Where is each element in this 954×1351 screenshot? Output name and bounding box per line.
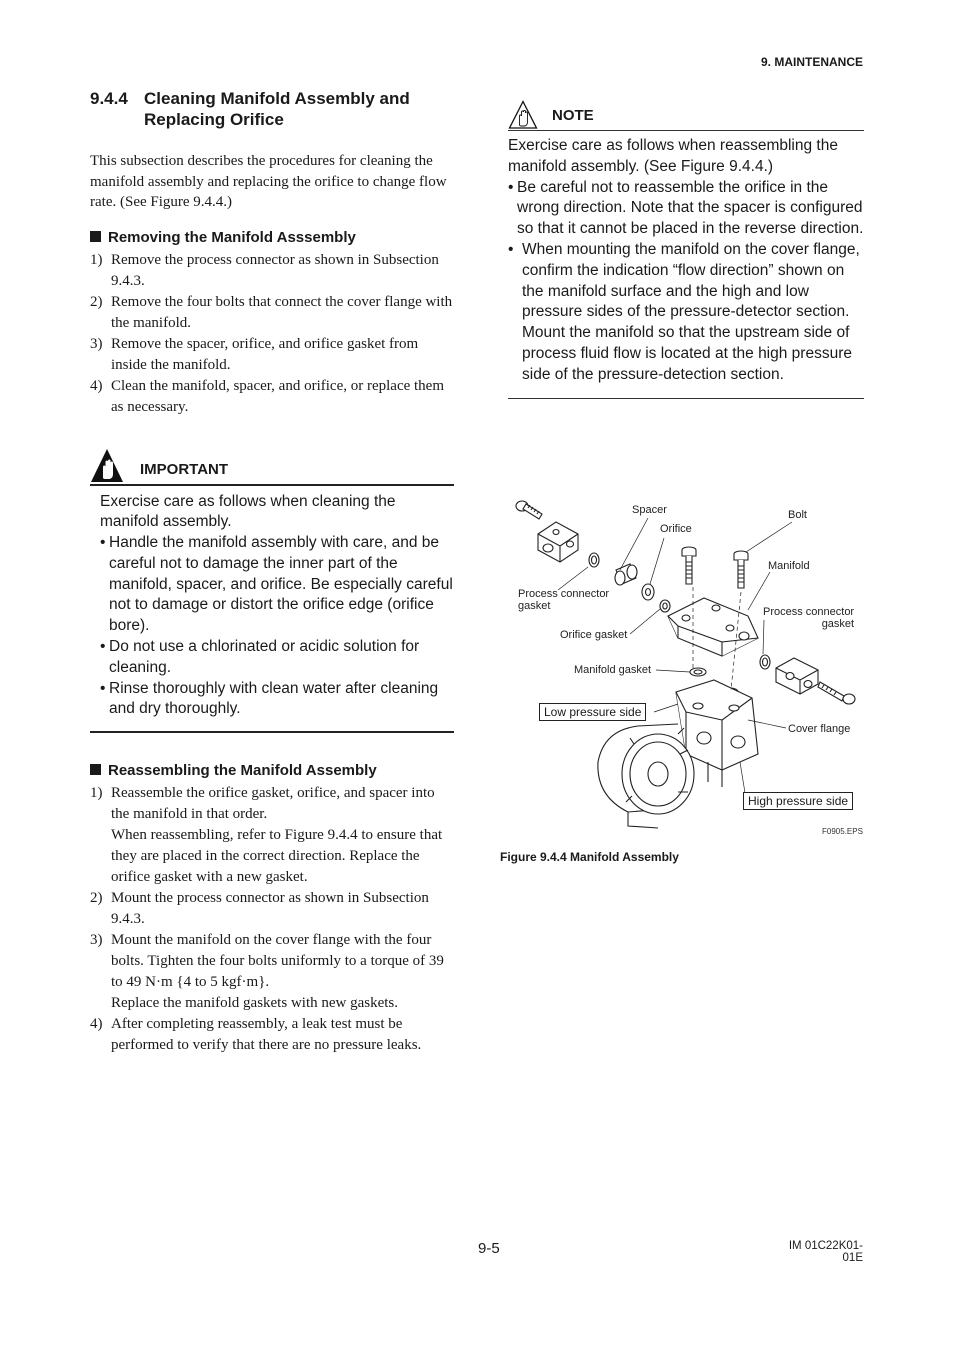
label-low-pressure-side: Low pressure side <box>539 703 646 721</box>
list-item <box>100 533 454 637</box>
upper-bolts-part <box>682 547 748 588</box>
important-box <box>90 440 454 734</box>
running-header: 9. MAINTENANCE <box>760 55 863 69</box>
step-number: 2) <box>90 293 103 310</box>
label-line: Process connector <box>763 606 855 618</box>
step-extra: When reassembling, refer to Figure 9.4.4 to ensure that they are placed in the correct direction. Replace the orifice gasket with a new gasket. <box>111 827 443 886</box>
square-bullet-icon <box>90 231 101 242</box>
removing-heading-text: Removing the Manifold Asssembly <box>108 228 356 246</box>
list-item <box>90 334 454 376</box>
bullet-icon: • <box>100 679 106 697</box>
step-text: Reassemble the orifice gasket, orifice, and spacer into the manifold in that order. <box>111 785 435 823</box>
caution-hand-icon <box>508 100 538 130</box>
step-text: Remove the four bolts that connect the cover flange with the manifold. <box>111 293 453 331</box>
step-extra: Replace the manifold gaskets with new gaskets. <box>111 995 399 1012</box>
bullet-text: Do not use a chlorinated or acidic solution for cleaning. <box>109 638 420 676</box>
important-bottom-rule <box>90 731 454 733</box>
square-bullet-icon <box>90 764 101 775</box>
label-process-connector-gasket-right <box>763 606 854 630</box>
list-item <box>90 1014 454 1056</box>
intro-paragraph: This subsection describes the procedures for cleaning the manifold assembly and replacing the orifice to change flow rate. (See Figure 9.4.4.) <box>90 153 447 210</box>
left-column <box>90 88 454 1056</box>
note-box <box>508 96 864 399</box>
removing-heading <box>90 228 454 247</box>
step-text: Remove the spacer, orifice, and orifice gasket from inside the manifold. <box>111 335 419 373</box>
label-line: gasket <box>821 618 855 630</box>
important-header <box>90 440 454 486</box>
step-text: Mount the process connector as shown in Subsection 9.4.3. <box>111 890 429 928</box>
reassembling-heading <box>90 761 454 780</box>
removing-steps <box>90 250 454 418</box>
bullet-icon: • <box>100 638 106 656</box>
manifold-part <box>668 598 758 656</box>
step-number: 1) <box>90 251 103 268</box>
label-cover-flange: Cover flange <box>788 723 851 735</box>
list-item <box>90 292 454 334</box>
list-item <box>90 783 454 888</box>
label-orifice-gasket: Orifice gasket <box>560 629 628 641</box>
step-text: Remove the process connector as shown in Subsection 9.4.3. <box>111 251 439 289</box>
section-title <box>90 88 454 130</box>
reassembling-heading-text: Reassembling the Manifold Assembly <box>108 762 377 780</box>
right-bolt-part <box>818 682 855 704</box>
label-spacer: Spacer <box>632 504 667 516</box>
label-manifold-gasket: Manifold gasket <box>574 664 652 676</box>
left-bolt-part <box>516 501 542 519</box>
section-number: 9.4.4 <box>90 89 128 108</box>
bullet-icon: • <box>508 240 514 258</box>
figure-caption: Figure 9.4.4 Manifold Assembly <box>500 850 679 864</box>
figure-file-code: F0905.EPS <box>822 827 863 836</box>
label-line: gasket <box>518 600 551 612</box>
label-manifold: Manifold <box>768 560 810 572</box>
manifold-assembly-drawing <box>508 492 864 842</box>
step-number: 3) <box>90 335 103 352</box>
bullet-text: Handle the manifold assembly with care, and be careful not to damage the inner part of the manifold, spacer, and orifice. Be especially careful not to damage or distort the orifice edge (orifice bore). <box>109 534 453 635</box>
bullet-text: Rinse thoroughly with clean water after cleaning and dry thoroughly. <box>109 679 439 718</box>
important-label: IMPORTANT <box>140 460 229 478</box>
step-number: 4) <box>90 1016 103 1033</box>
step-number: 3) <box>90 932 103 949</box>
reassembling-steps <box>90 783 454 1056</box>
list-item <box>90 250 454 292</box>
label-orifice: Orifice <box>660 523 692 535</box>
note-label: NOTE <box>552 107 594 124</box>
document-id: IM 01C22K01-01E <box>788 1240 863 1264</box>
list-item <box>100 637 454 679</box>
label-line: Process connector <box>518 588 610 600</box>
list-item <box>508 240 864 386</box>
label-high-pressure-side: High pressure side <box>743 792 853 810</box>
right-process-connector-part <box>776 658 818 694</box>
important-body <box>90 486 454 721</box>
step-text: After completing reassembly, a leak test must be performed to verify that there are no pressure leaks. <box>111 1016 422 1054</box>
step-number: 4) <box>90 377 103 394</box>
list-item <box>90 930 454 1014</box>
list-item <box>90 376 454 418</box>
step-number: 1) <box>90 785 103 802</box>
list-item <box>90 888 454 930</box>
spacer-part <box>615 564 637 585</box>
bullet-text: When mounting the manifold on the cover flange, confirm the indication “flow direction” shown on the manifold surface and the high and low pressure sides of the pressure-detector section. <box>522 240 860 321</box>
page-number: 9-5 <box>478 1240 500 1257</box>
transmitter-housing-part <box>598 724 694 828</box>
note-intro: Exercise care as follows when reassembling the manifold assembly. (See Figure 9.4.4.) <box>508 137 838 175</box>
manifold-assembly-figure <box>508 492 864 842</box>
right-column <box>508 96 864 399</box>
list-item <box>508 178 864 240</box>
note-body <box>508 131 864 386</box>
label-bolt: Bolt <box>788 509 807 521</box>
bullet-extra: Mount the manifold so that the upstream side of process fluid flow is located at the high pressure side of the pressure-detection section. <box>522 324 852 383</box>
step-text: Mount the manifold on the cover flange with the four bolts. Tighten the four bolts uniformly to a torque of 39 to 49 N·m {4 to 5 kgf·m}. <box>111 932 444 991</box>
label-process-connector-gasket-left <box>518 588 609 612</box>
note-header <box>508 96 864 131</box>
left-process-connector-part <box>538 522 578 562</box>
step-text: Clean the manifold, spacer, and orifice, or replace them as necessary. <box>111 377 445 415</box>
important-intro: Exercise care as follows when cleaning the manifold assembly. <box>100 492 396 531</box>
bullet-icon: • <box>100 534 106 552</box>
note-bottom-rule <box>508 398 864 399</box>
warning-hand-icon <box>90 448 124 484</box>
bullet-icon: • <box>508 178 514 196</box>
bullet-text: Be careful not to reassemble the orifice in the wrong direction. Note that the spacer is configured so that it cannot be placed in the reverse direction. <box>517 178 864 238</box>
step-number: 2) <box>90 890 103 907</box>
section-title-text: Cleaning Manifold Assembly and Replacing Orifice <box>144 89 410 129</box>
list-item <box>100 679 454 721</box>
